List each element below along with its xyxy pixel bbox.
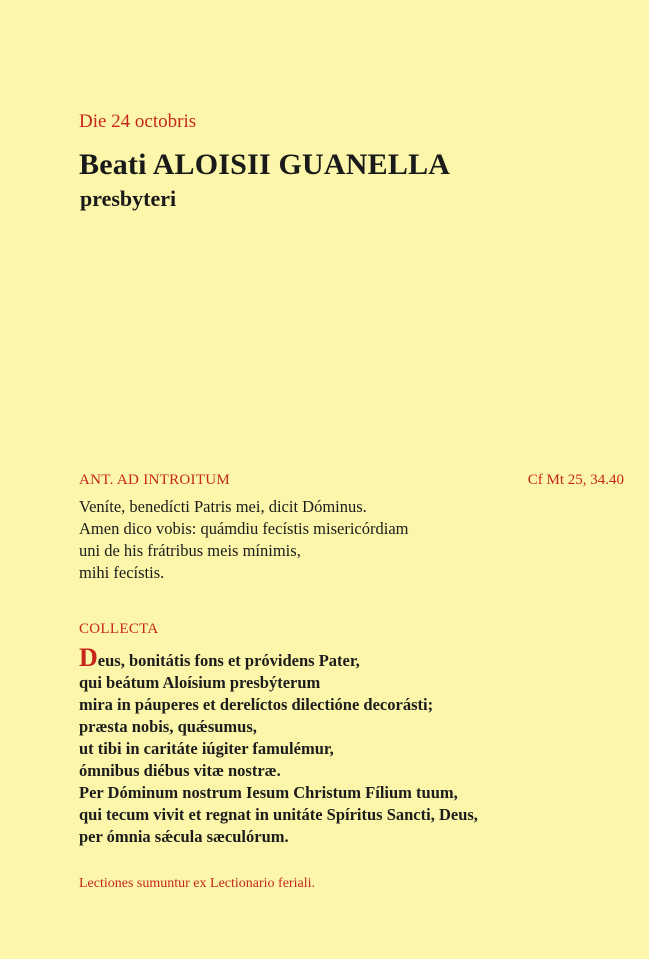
collect-line: præsta nobis, quǽsumus, bbox=[79, 717, 257, 736]
collect-first-line bbox=[79, 643, 478, 672]
lectionary-note: Lectiones sumuntur ex Lectionario feriali. bbox=[79, 876, 315, 891]
feast-title: Beati ALOISII GUANELLA bbox=[79, 148, 451, 181]
collect-line: Per Dóminum nostrum Iesum Christum Fílium tuum, bbox=[79, 783, 458, 802]
collect-line: qui tecum vivit et regnat in unitáte Spíritus Sancti, Deus, bbox=[79, 805, 478, 824]
introit-text bbox=[79, 496, 408, 584]
feast-date: Die 24 octobris bbox=[79, 111, 197, 132]
collect-text bbox=[79, 643, 478, 848]
introit-line: Amen dico vobis: quámdiu fecístis misericórdiam bbox=[79, 519, 409, 538]
collect-label: COLLECTA bbox=[79, 621, 159, 637]
scripture-reference: Cf Mt 25, 34.40 bbox=[527, 472, 624, 488]
drop-cap: D bbox=[79, 643, 98, 672]
collect-line: ut tibi in caritáte iúgiter famulémur, bbox=[79, 739, 334, 758]
feast-subtitle: presbyteri bbox=[80, 186, 177, 211]
collect-line: qui beátum Aloísium presbýterum bbox=[79, 673, 321, 692]
collect-line: ómnibus diébus vitæ nostræ. bbox=[79, 761, 281, 780]
introit-line: Veníte, benedícti Patris mei, dicit Dóminus. bbox=[79, 497, 367, 516]
collect-line: mira in páuperes et derelíctos dilectióne decorásti; bbox=[79, 695, 434, 714]
collect-line: eus, bonitátis fons et próvidens Pater, bbox=[97, 651, 360, 670]
collect-line: per ómnia sǽcula sæculórum. bbox=[79, 827, 289, 846]
introit-label: ANT. AD INTROITUM bbox=[79, 472, 231, 488]
introit-line: uni de his frátribus meis mínimis, bbox=[79, 541, 301, 560]
introit-line: mihi fecístis. bbox=[79, 563, 165, 582]
